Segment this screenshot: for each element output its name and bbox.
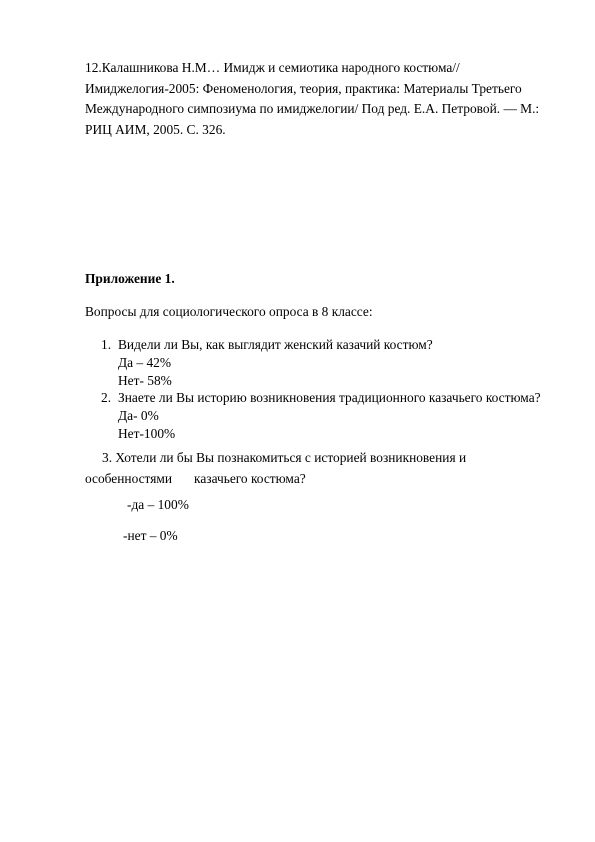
question-3-line	[85, 469, 555, 490]
question-text: Знаете ли Вы историю возникновения традиционного казачьего костюма?	[118, 390, 541, 406]
question-item	[101, 336, 541, 354]
question-3-line: 3. Хотели ли бы Вы познакомиться с историей возникновения и	[102, 450, 467, 465]
reference-line: 12.Калашникова Н.М… Имидж и семиотика народного костюма//	[85, 60, 460, 75]
survey-intro: Вопросы для социологического опроса в 8 классе:	[85, 304, 373, 319]
reference-entry	[85, 58, 555, 140]
answer-no: -нет – 0%	[123, 528, 178, 543]
answer-no: Нет- 58%	[118, 372, 172, 388]
question-3-text: казачьего костюма?	[194, 470, 306, 486]
appendix-heading: Приложение 1.	[85, 271, 175, 286]
answer-yes: -да – 100%	[127, 497, 189, 512]
question-item	[101, 389, 541, 407]
answer-yes: Да – 42%	[118, 354, 172, 370]
question-text: Видели ли Вы, как выглядит женский казачий костюм?	[118, 337, 433, 352]
question-3	[85, 448, 555, 489]
reference-line: Международного симпозиума по имиджелогии/ Под ред. Е.А. Петровой. — М.:	[85, 101, 540, 116]
reference-line: РИЦ АИМ, 2005. С. 326.	[85, 121, 226, 137]
reference-line: Имиджелогия-2005: Феноменология, теория, практика: Материалы Третьего	[85, 80, 522, 96]
answer-no: Нет-100%	[118, 425, 176, 441]
question-3-text: особенностями	[85, 470, 173, 486]
question-number: 1.	[101, 337, 112, 352]
question-number: 2.	[101, 390, 112, 406]
question-list	[101, 336, 541, 443]
answer-yes: Да- 0%	[118, 408, 159, 424]
